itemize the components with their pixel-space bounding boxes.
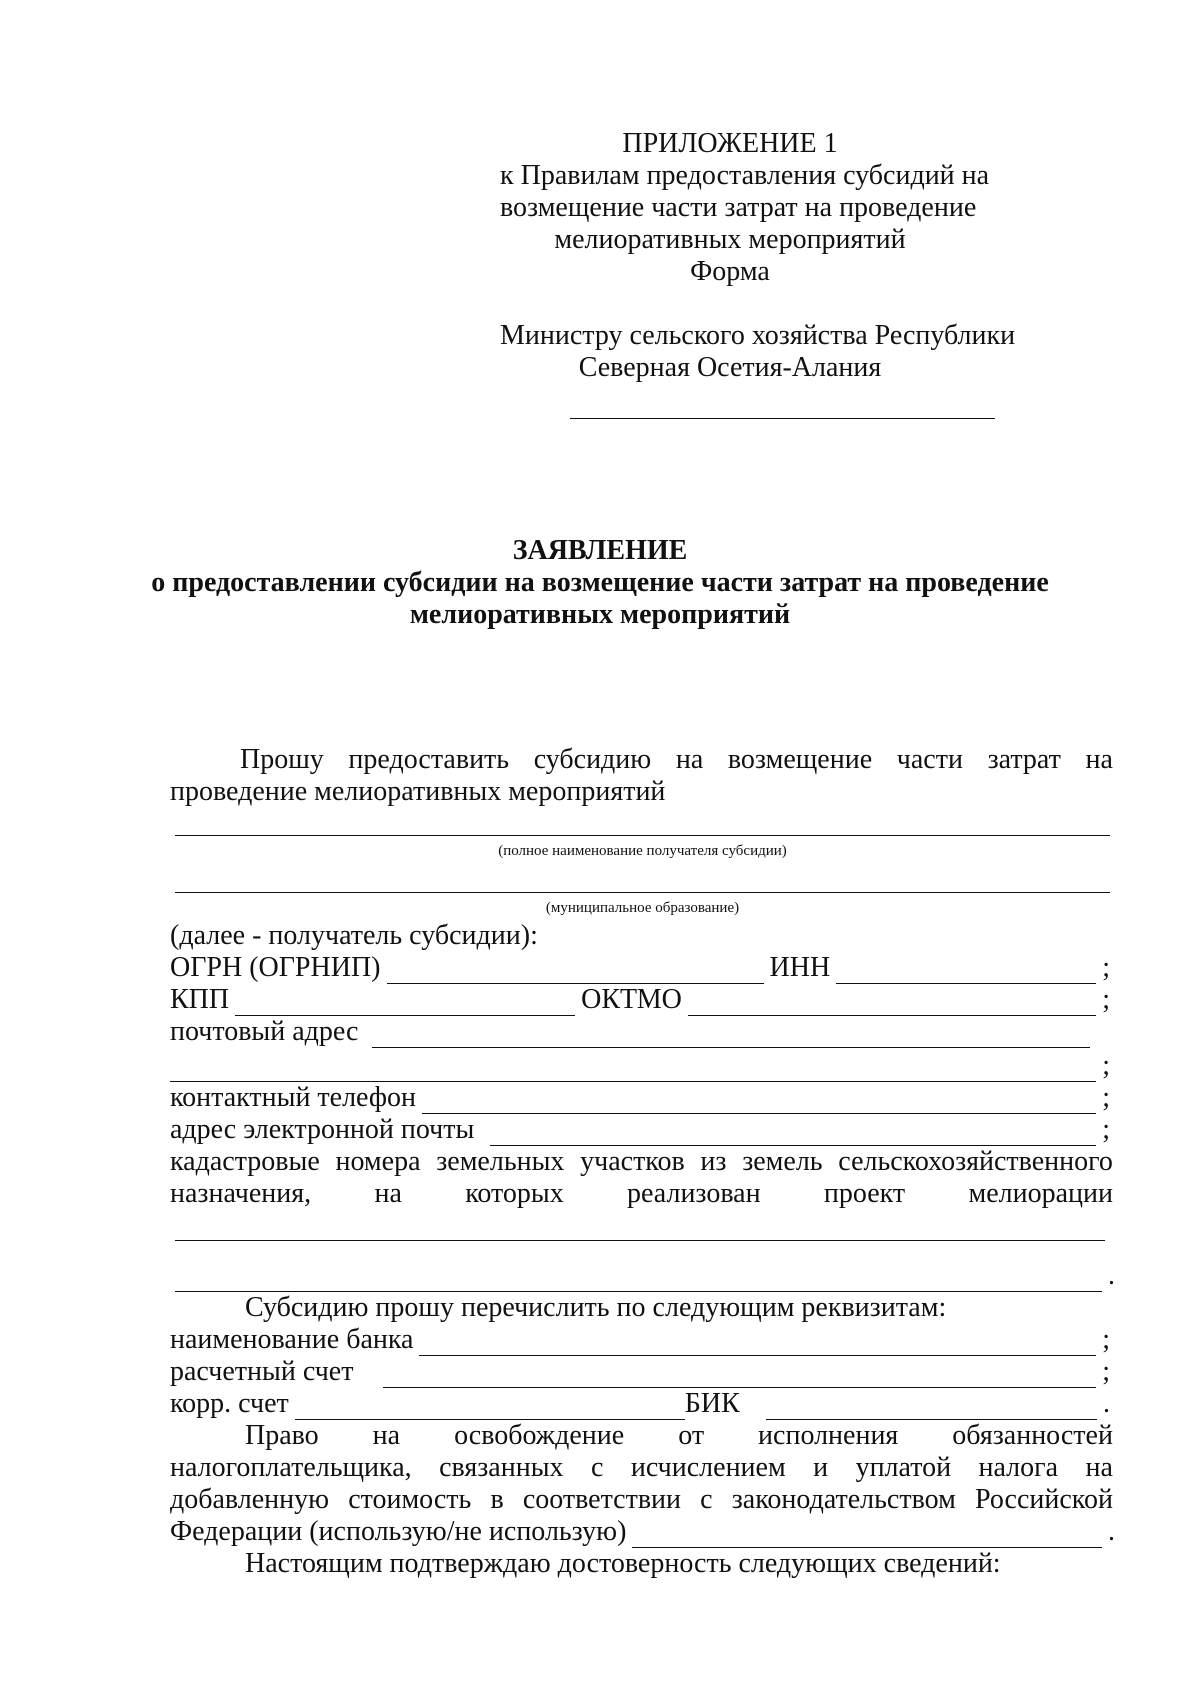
form-label: Форма [690,256,770,287]
inn-field[interactable] [836,957,1096,984]
phone-field[interactable] [422,1087,1096,1114]
semicolon: ; [1102,952,1110,983]
document-subtitle-2: мелиоративных мероприятий [409,599,791,630]
corr-bik-row [170,1388,1110,1420]
bik-label: БИК [684,1388,740,1419]
email-label: адрес электронной почты [170,1114,475,1145]
cadastral-line-1 [170,1146,1113,1178]
cadastral-word: из [700,1146,727,1177]
vat-word: налога [978,1452,1059,1483]
kpp-label: КПП [170,984,230,1015]
intro-word: возмещение [727,744,873,775]
vat-line-1 [245,1420,1113,1452]
vat-word: от [678,1420,705,1451]
vat-word: с [590,1452,604,1483]
oktmo-label: ОКТМО [581,984,682,1015]
vat-word: на [1085,1452,1113,1483]
bank-name-field[interactable] [419,1329,1096,1356]
semicolon: ; [1102,1114,1110,1145]
vat-line-2 [170,1452,1113,1484]
email-row [170,1114,1110,1146]
oktmo-field[interactable] [688,989,1096,1016]
cadastral-word: назначения, [170,1178,312,1209]
intro-word: субсидию [533,744,652,775]
account-row [170,1356,1110,1388]
phone-row [170,1082,1110,1114]
header-line-2: возмещение части затрат на проведение [500,192,977,223]
vat-word: Право [245,1420,319,1451]
corr-label: корр. счет [170,1388,289,1419]
intro-word: на [1085,744,1113,775]
cadastral-word: которых [465,1178,564,1209]
vat-word: добавленную [170,1484,330,1515]
vat-word: исчислением [630,1452,786,1483]
semicolon: ; [1102,1082,1110,1113]
cadastral-word: земельных [436,1146,565,1177]
header-line-3: мелиоративных мероприятий [554,224,906,255]
vat-word: освобождение [454,1420,625,1451]
vat-line-4-text: Федерации (использую/не использую) [170,1516,627,1547]
inn-label: ИНН [769,952,831,983]
vat-word: обязанностей [952,1420,1113,1451]
vat-line-3 [170,1484,1113,1516]
cadastral-word: на [374,1178,402,1209]
intro-word: Прошу [240,744,324,775]
vat-word: законодательством [731,1484,956,1515]
confirm-text: Настоящим подтверждаю достоверность следующих сведений: [245,1548,1001,1579]
vat-row-4 [170,1516,1115,1548]
vat-word: связанных [439,1452,564,1483]
postal-label: почтовый адрес [170,1016,359,1047]
postal-field[interactable] [372,1021,1090,1048]
corr-field[interactable] [295,1393,685,1420]
semicolon: ; [1102,1356,1110,1387]
intro-line-2: проведение мелиоративных мероприятий [170,776,666,807]
semicolon: ; [1102,984,1110,1015]
ogrn-inn-row [170,952,1110,984]
postal-row [170,1016,1110,1048]
cadastral-word: земель [742,1146,823,1177]
cadastral-word: мелиорации [968,1178,1113,1209]
ogrn-label: ОГРН (ОГРНИП) [170,952,381,983]
intro-word: на [675,744,704,775]
hereinafter-text: (далее - получатель субсидии): [170,920,538,951]
cadastral-word: участков [580,1146,685,1177]
account-field[interactable] [383,1361,1096,1388]
addressee-line-1: Министру сельского хозяйства Республики [500,320,1016,351]
email-field[interactable] [490,1119,1096,1146]
intro-word: затрат [987,744,1061,775]
intro-word: предоставить [348,744,510,775]
postal-row-2 [170,1050,1110,1082]
vat-word: налогоплательщика, [170,1452,412,1483]
vat-word: Российской [974,1484,1113,1515]
cadastral-word: кадастровые [170,1146,320,1177]
appendix-title: ПРИЛОЖЕНИЕ 1 [622,128,838,159]
intro-line-1 [240,744,1113,776]
municipality-caption: (муниципальное образование) [545,900,740,916]
postal-field-continued[interactable] [170,1055,1096,1082]
vat-word: с [700,1484,713,1515]
vat-word: и [813,1452,829,1483]
period: . [1108,1260,1115,1291]
vat-word: соответствии [522,1484,682,1515]
period: . [1108,1516,1115,1547]
kpp-field[interactable] [235,989,575,1016]
recipient-name-line[interactable] [175,835,1110,836]
phone-label: контактный телефон [170,1082,416,1113]
vat-word: на [372,1420,401,1451]
period: . [1103,1388,1110,1419]
document-subtitle-1: о предоставлении субсидии на возмещение части затрат на проведение [151,567,1049,598]
kpp-oktmo-row [170,984,1110,1016]
account-label: расчетный счет [170,1356,354,1387]
document-title: ЗАЯВЛЕНИЕ [512,535,688,566]
bik-field[interactable] [766,1393,1097,1420]
cadastral-word: проект [823,1178,906,1209]
addressee-signature-line[interactable] [570,418,995,419]
cadastral-word: номера [335,1146,421,1177]
bank-name-label: наименование банка [170,1324,414,1355]
cadastral-field-1[interactable] [175,1240,1105,1241]
vat-word: исполнения [758,1420,899,1451]
bank-intro: Субсидию прошу перечислить по следующим реквизитам: [245,1292,947,1323]
cadastral-word: сельскохозяйственного [838,1146,1113,1177]
header-line-1: к Правилам предоставления субсидий на [500,160,990,191]
cadastral-word: реализован [627,1178,761,1209]
addressee-line-2: Северная Осетия-Алания [578,352,882,383]
cadastral-row-2 [175,1260,1115,1292]
vat-usage-field[interactable] [632,1521,1102,1548]
cadastral-field-2[interactable] [175,1265,1102,1292]
recipient-name-caption: (полное наименование получателя субсидии) [498,843,787,859]
vat-word: в [490,1484,504,1515]
intro-word: части [896,744,963,775]
bank-name-row [170,1324,1110,1356]
vat-word: стоимость [348,1484,472,1515]
municipality-line[interactable] [175,892,1110,893]
cadastral-line-2 [170,1178,1113,1210]
ogrn-field[interactable] [387,957,764,984]
semicolon: ; [1102,1050,1110,1081]
semicolon: ; [1102,1324,1110,1355]
vat-word: уплатой [855,1452,952,1483]
